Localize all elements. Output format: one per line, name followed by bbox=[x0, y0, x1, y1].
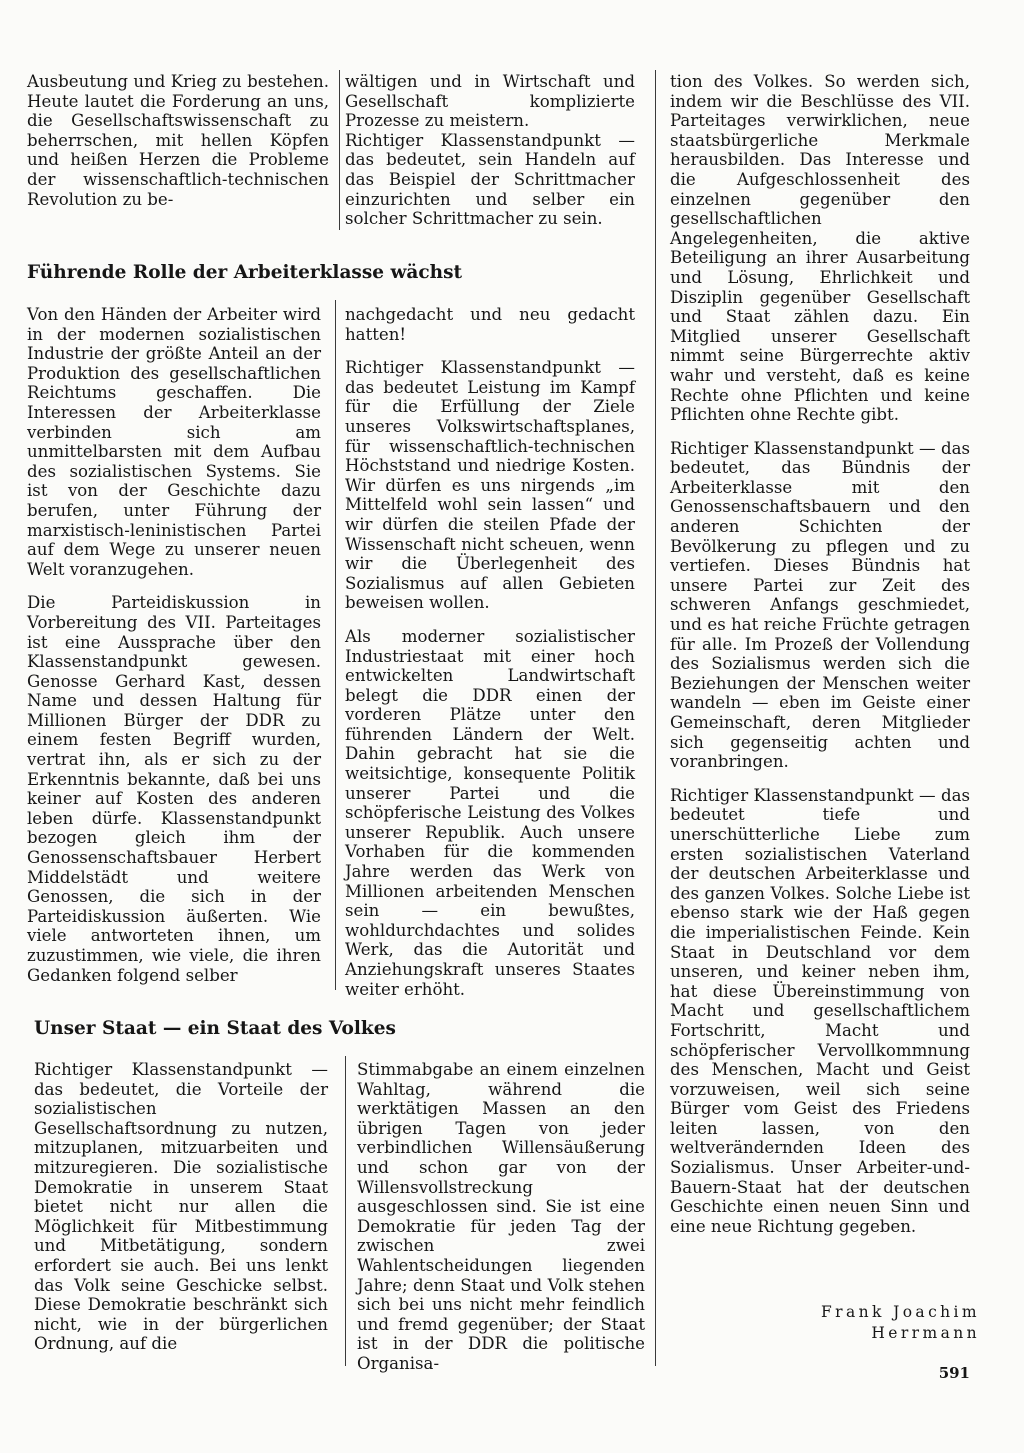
section3-paragraph: Stimmabgabe an einem einzelnen Wahltag, während die werktätigen Massen an den übrigen Tagen von jeder verbindlichen Willensäußerung und schon gar von der Willensvollstreckung ausgeschlossen sind. Sie ist eine Demokratie für jeden Tag der zwischen zwei Wahlentscheidungen liegenden Jahre; denn Staat und Volk stehen sich bei uns nicht mehr feindlich und fremd gegenüber; der Staat ist in der DDR die politische Organisa- bbox=[357, 1060, 645, 1373]
right-column bbox=[670, 72, 970, 1236]
section1-paragraph: Richtiger Klassenstandpunkt — das bedeutet, sein Handeln auf das Beispiel der Schrittmacher einzurichten und selber ein solcher Schrittmacher zu sein. bbox=[345, 130, 635, 229]
column-divider bbox=[335, 300, 336, 990]
section3-column1 bbox=[34, 1060, 328, 1354]
section1-column2 bbox=[345, 72, 635, 229]
right-column-paragraph: Richtiger Klassenstandpunkt — das bedeutet, das Bündnis der Arbeiterklasse mit den Genossenschaftsbauern und den anderen Schichten der Bevölkerung zu pflegen und zu vertiefen. Dieses Bündnis hat unsere Partei zur Zeit des schweren Anfangs geschmiedet, und es hat reiche Früchte getragen für alle. Im Prozeß der Vollendung des Sozialismus werden sich die Beziehungen der Menschen weiter wandeln — eben im Geiste einer Gemeinschaft, deren Mitglieder sich gegenseitig achten und voranbringen. bbox=[670, 438, 970, 772]
column-divider bbox=[345, 1056, 346, 1366]
column-divider bbox=[655, 70, 656, 1366]
author-signature bbox=[821, 1302, 980, 1344]
section2-column2 bbox=[345, 305, 635, 999]
section2-paragraph: Die Parteidiskussion in Vorbereitung des VII. Parteitages ist eine Aussprache über den Klassenstandpunkt gewesen. Genosse Gerhard Kast, dessen Name und dessen Haltung für Millionen Bürger der DDR zu einem festen Begriff wurden, vertrat ihn, als er sich zu der Erkenntnis bekannte, daß bei uns keiner auf Kosten des anderen leben dürfe. Klassenstandpunkt bezogen gleich ihm der Genossenschaftsbauer Herbert Middelstädt und weitere Genossen, die sich in der Parteidiskussion äußerten. Wie viele antworteten ihnen, um zuzustimmen, wie viele, die ihren Gedanken folgend selber bbox=[27, 593, 321, 985]
right-column-paragraph: tion des Volkes. So werden sich, indem wir die Beschlüsse des VII. Parteitages verwirklichen, neue staatsbürgerliche Merkmale herausbilden. Das Interesse und die Aufgeschlossenheit des einzelnen gegenüber den gesellschaftlichen Angelegenheiten, die aktive Beteiligung an ihrer Ausarbeitung und Lösung, Ehrlichkeit und Disziplin gegenüber Gesellschaft und Staat zählen dazu. Ein Mitglied unserer Gesellschaft nimmt seine Bürgerrechte aktiv wahr und versteht, daß es keine Rechte ohne Pflichten und keine Pflichten ohne Rechte gibt. bbox=[670, 72, 970, 425]
page-number: 591 bbox=[938, 1364, 970, 1382]
section1-paragraph: Ausbeutung und Krieg zu bestehen. Heute lautet die Forderung an uns, die Gesellschaftswissenschaft zu beherrschen, mit hellen Köpfen und heißen Herzen die Probleme der wissenschaftlich-technischen Revolution zu be- bbox=[27, 72, 329, 209]
section1-column1 bbox=[27, 72, 329, 209]
section2-paragraph: Von den Händen der Arbeiter wird in der modernen sozialistischen Industrie der größte Anteil an der Produktion des gesellschaftlichen Reichtums geschaffen. Die Interessen der Arbeiterklasse verbinden sich am unmittelbarsten mit dem Aufbau des sozialistischen Systems. Sie ist von der Geschichte dazu berufen, unter Führung der marxistisch-leninistischen Partei auf dem Wege zu unserer neuen Welt voranzugehen. bbox=[27, 305, 321, 579]
author-last-name: Herrmann bbox=[871, 1324, 980, 1342]
section-heading: Führende Rolle der Arbeiterklasse wächst bbox=[27, 262, 463, 283]
column-divider bbox=[339, 70, 340, 230]
author-first-name: Frank Joachim bbox=[820, 1303, 980, 1321]
section2-paragraph: nachgedacht und neu gedacht hatten! bbox=[345, 305, 635, 344]
section2-paragraph: Richtiger Klassenstandpunkt — das bedeutet Leistung im Kampf für die Erfüllung der Ziele unseres Volkswirtschaftsplanes, für wissenschaftlich-technischen Höchststand und niedrige Kosten. Wir dürfen es uns nirgends „im Mittelfeld wohl sein lassen“ und wir dürfen die steilen Pfade der Wissenschaft nicht scheuen, wenn wir die Überlegenheit des Sozialismus auf allen Gebieten beweisen wollen. bbox=[345, 358, 635, 613]
right-column-paragraph: Richtiger Klassenstandpunkt — das bedeutet tiefe und unerschütterliche Liebe zum ersten sozialistischen Vaterland der deutschen Arbeiterklasse und des ganzen Volkes. Solche Liebe ist ebenso stark wie der Haß gegen die imperialistischen Feinde. Kein Staat in Deutschland vor dem unseren, und keiner neben ihm, hat diese Übereinstimmung von Macht und gesellschaftlichem Fortschritt, Macht und schöpferischer Vervollkommnung des Menschen, Macht und Geist vorzuweisen, weil sich seine Bürger vom Geist des Friedens leiten lassen, von den weltverändernden Ideen des Sozialismus. Unser Arbeiter-und-Bauern-Staat hat der deutschen Geschichte einen neuen Sinn und eine neue Richtung gegeben. bbox=[670, 785, 970, 1236]
section3-column2 bbox=[357, 1060, 645, 1374]
section2-paragraph: Als moderner sozialistischer Industriestaat mit einer hoch entwickelten Landwirtschaft belegt die DDR einen der vorderen Plätze unter den führenden Ländern der Welt. Dahin gebracht hat sie die weitsichtige, konsequente Politik unserer Partei und die schöpferische Leistung des Volkes unserer Republik. Auch unsere Vorhaben für die kommenden Jahre werden das Werk von Millionen arbeitenden Menschen sein — ein bewußtes, wohldurchdachtes und solides Werk, das die Autorität und Anziehungskraft unseres Staates weiter erhöht. bbox=[345, 626, 635, 999]
section-heading: Unser Staat — ein Staat des Volkes bbox=[34, 1018, 396, 1039]
section3-paragraph: Richtiger Klassenstandpunkt — das bedeutet, die Vorteile der sozialistischen Gesellschaftsordnung zu nutzen, mitzuplanen, mitzuarbeiten und mitzuregieren. Die sozialistische Demokratie in unserem Staat bietet nicht nur allen die Möglichkeit für Mitbestimmung und Mitbetätigung, sondern erfordert sie auch. Bei uns lenkt das Volk seine Geschicke selbst. Diese Demokratie beschränkt sich nicht, wie in der bürgerlichen Ordnung, auf die bbox=[34, 1060, 328, 1354]
section2-column1 bbox=[27, 305, 321, 985]
section1-paragraph: wältigen und in Wirtschaft und Gesellschaft komplizierte Prozesse zu meistern. bbox=[345, 72, 635, 131]
